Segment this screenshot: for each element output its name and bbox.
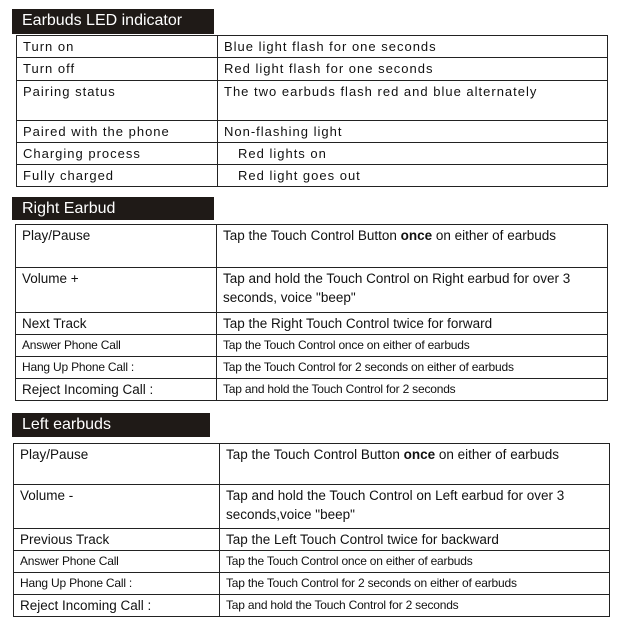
table-row [16, 379, 608, 401]
row-desc: Red lights on [218, 143, 608, 165]
row-desc: Tap and hold the Touch Control on Left earbud for over 3 seconds,voice "beep" [220, 485, 610, 529]
row-desc: Tap and hold the Touch Control for 2 seconds [217, 379, 608, 401]
row-desc: Tap the Touch Control for 2 seconds on either of earbuds [217, 357, 608, 379]
led-table [16, 35, 608, 187]
row-desc: Tap the Touch Control Button once on either of earbuds [217, 225, 608, 268]
row-label: Play/Pause [14, 444, 220, 485]
row-label: Reject Incoming Call : [16, 379, 217, 401]
row-desc: Tap the Touch Control once on either of earbuds [220, 551, 610, 573]
table-row [17, 81, 608, 121]
row-label: Answer Phone Call [14, 551, 220, 573]
table-row [14, 573, 610, 595]
row-desc: Tap the Touch Control for 2 seconds on either of earbuds [220, 573, 610, 595]
left-section-title: Left earbuds [12, 413, 210, 437]
table-row [17, 165, 608, 187]
table-row [14, 551, 610, 573]
row-label: Volume + [16, 268, 217, 313]
row-label: Fully charged [17, 165, 218, 187]
row-label: Turn off [17, 58, 218, 81]
row-label: Paired with the phone [17, 121, 218, 143]
table-row [14, 595, 610, 617]
table-row [17, 36, 608, 58]
row-desc: Tap the Left Touch Control twice for backward [220, 529, 610, 551]
table-row [14, 485, 610, 529]
row-desc: Tap the Touch Control Button once on either of earbuds [220, 444, 610, 485]
row-label: Reject Incoming Call : [14, 595, 220, 617]
table-row [16, 225, 608, 268]
row-desc: Tap and hold the Touch Control for 2 seconds [220, 595, 610, 617]
row-label: Hang Up Phone Call : [16, 357, 217, 379]
row-label: Previous Track [14, 529, 220, 551]
row-desc: Tap and hold the Touch Control on Right earbud for over 3 seconds, voice "beep" [217, 268, 608, 313]
table-row [14, 529, 610, 551]
row-desc: Red light flash for one seconds [218, 58, 608, 81]
row-label: Hang Up Phone Call : [14, 573, 220, 595]
table-row [17, 143, 608, 165]
table-row [17, 58, 608, 81]
row-desc: The two earbuds flash red and blue alternately [218, 81, 608, 121]
row-desc: Blue light flash for one seconds [218, 36, 608, 58]
table-row [16, 268, 608, 313]
row-label: Pairing status [17, 81, 218, 121]
table-row [17, 121, 608, 143]
row-label: Charging process [17, 143, 218, 165]
row-label: Volume - [14, 485, 220, 529]
right-earbud-table [15, 224, 608, 401]
row-desc: Red light goes out [218, 165, 608, 187]
table-row [16, 357, 608, 379]
row-desc: Tap the Right Touch Control twice for forward [217, 313, 608, 335]
row-label: Turn on [17, 36, 218, 58]
row-desc: Non-flashing light [218, 121, 608, 143]
left-earbud-table [13, 443, 610, 617]
led-section-title: Earbuds LED indicator [12, 9, 214, 34]
row-label: Answer Phone Call [16, 335, 217, 357]
table-row [16, 313, 608, 335]
table-row [16, 335, 608, 357]
row-label: Next Track [16, 313, 217, 335]
row-desc: Tap the Touch Control once on either of earbuds [217, 335, 608, 357]
row-label: Play/Pause [16, 225, 217, 268]
right-section-title: Right Earbud [12, 197, 214, 220]
table-row [14, 444, 610, 485]
